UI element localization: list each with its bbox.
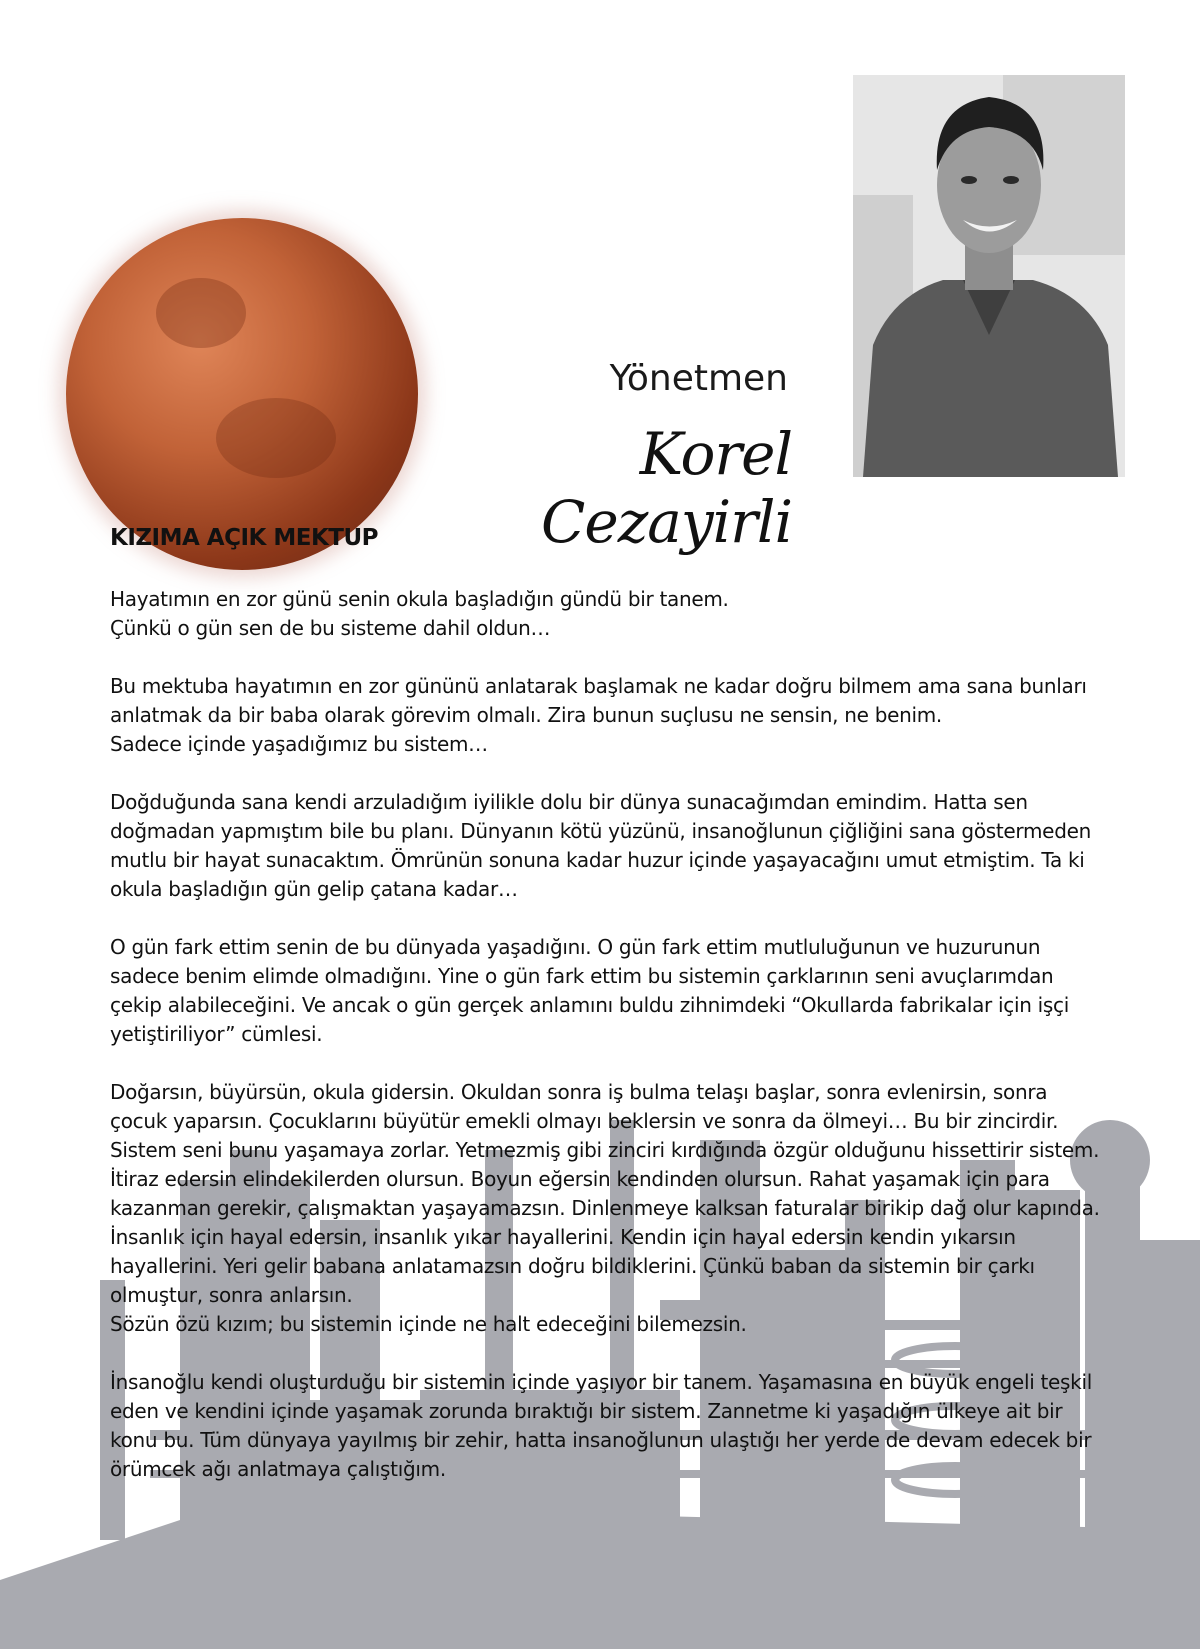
letter-title: KIZIMA AÇIK MEKTUP bbox=[110, 525, 379, 551]
blood-moon-image bbox=[66, 218, 418, 570]
letter-paragraph: İnsanoğlu kendi oluşturduğu bir sistemin içinde yaşıyor bir tanem. Yaşamasına en büyük engeli teşkil eden ve kendini içinde yaşamak zorunda bıraktığı bir sistem. Zannetme ki yaşadığın ülkeye ait bir konu bu. Tüm dünyaya yayılmış bir zehir, hatta insanoğlunun ulaştığı her yerde de devam edecek bir örümcek ağı anlatmaya çalıştığım. bbox=[110, 1370, 1092, 1481]
letter-paragraph: O gün fark ettim senin de bu dünyada yaşadığını. O gün fark ettim mutluluğunun ve huzurunun sadece benim elimde olmadığını. Yine o gün fark ettim bu sistemin çarklarının seni avuçlarımdan çekip alabileceğini. Ve ancak o gün gerçek anlamını buldu zihnimdeki “Okullarda fabrikalar için işçi yetiştiriliyor” cümlesi. bbox=[110, 935, 1069, 1046]
letter-paragraph: Hayatımın en zor günü senin okula başladığın gündü bir tanem. Çünkü o gün sen de bu sisteme dahil oldun… bbox=[110, 587, 729, 640]
letter-paragraph: Doğarsın, büyürsün, okula gidersin. Okuldan sonra iş bulma telaşı başlar, sonra evlenirsin, sonra çocuk yaparsın. Çocuklarını büyütür emekli olmayı beklersin ve sonra da ölmeyi… Bu bir zincirdir. Sistem seni bunu yaşamaya zorlar. Yetmezmiş gibi zinciri kırdığında özgür olduğunu hissettirir sistem. İtiraz edersin elindekilerden olursun. Boyun eğersin kendinden olursun. Rahat yaşamak için para kazanman gerekir, çalışmaktan yaşayamazsın. Dinlenmeye kalksan faturalar birikip dağ olur kapında. İnsanlık için hayal edersin, insanlık yıkar hayallerini. Kendin için hayal edersin kendin yıkarsın hayallerini. Yeri gelir babana anlatamazsın doğru bildiklerini. Çünkü baban da sistemin bir çarkı olmuştur, sonra anlarsın. Sözün özü kızım; bu sistemin içinde ne halt edeceğini bilemezsin. bbox=[110, 1080, 1100, 1336]
letter-paragraph: Bu mektuba hayatımın en zor gününü anlatarak başlamak ne kadar doğru bilmem ama sana bunları anlatmak da bir baba olarak görevim olmalı. Zira bunun suçlusu ne sensin, ne benim. Sadece içinde yaşadığımız bu sistem… bbox=[110, 674, 1087, 756]
director-photo bbox=[853, 75, 1125, 477]
director-name: Korel Cezayirli bbox=[541, 420, 792, 556]
letter-body bbox=[110, 585, 1110, 1484]
director-role: Yönetmen bbox=[609, 358, 788, 399]
letter-paragraph: Doğduğunda sana kendi arzuladığım iyilikle dolu bir dünya sunacağımdan emindim. Hatta sen doğmadan yapmıştım bile bu planı. Dünyanın kötü yüzünü, insanoğlunun çiğliğini sana göstermeden mutlu bir hayat sunacaktım. Ömrünün sonuna kadar huzur içinde yaşayacağını umut etmiştim. Ta ki okula başladığın gün gelip çatana kadar… bbox=[110, 790, 1091, 901]
